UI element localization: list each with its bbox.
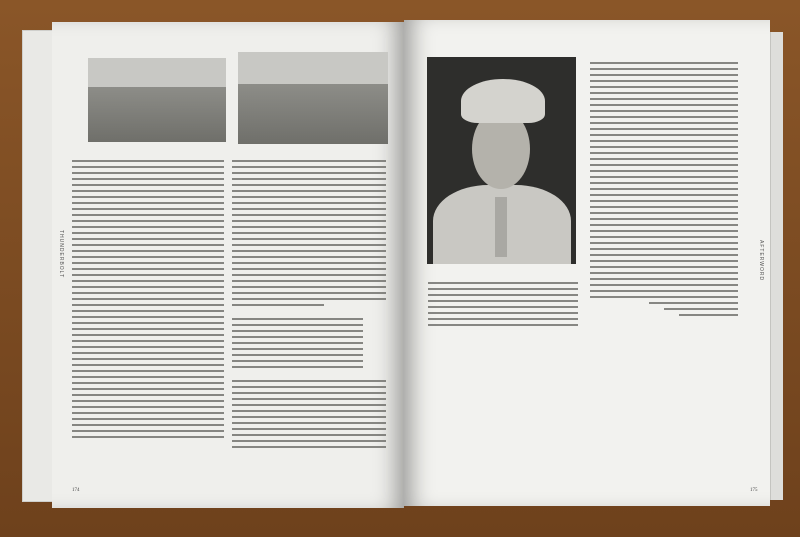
airfield-photo-1 xyxy=(88,58,226,142)
right-running-head: AFTERWORD xyxy=(758,240,764,282)
book-edge-right xyxy=(770,32,783,500)
left-page-column-1 xyxy=(72,160,224,442)
left-page-column-2 xyxy=(232,160,386,452)
left-folio: 174 xyxy=(72,488,80,493)
left-running-head: THUNDERBOLT xyxy=(58,230,64,279)
right-page-column-top xyxy=(590,62,738,320)
right-page-column-bottom xyxy=(428,282,578,330)
right-folio: 175 xyxy=(750,488,758,493)
airfield-photo-2 xyxy=(238,52,388,144)
general-portrait-photo xyxy=(427,57,576,264)
